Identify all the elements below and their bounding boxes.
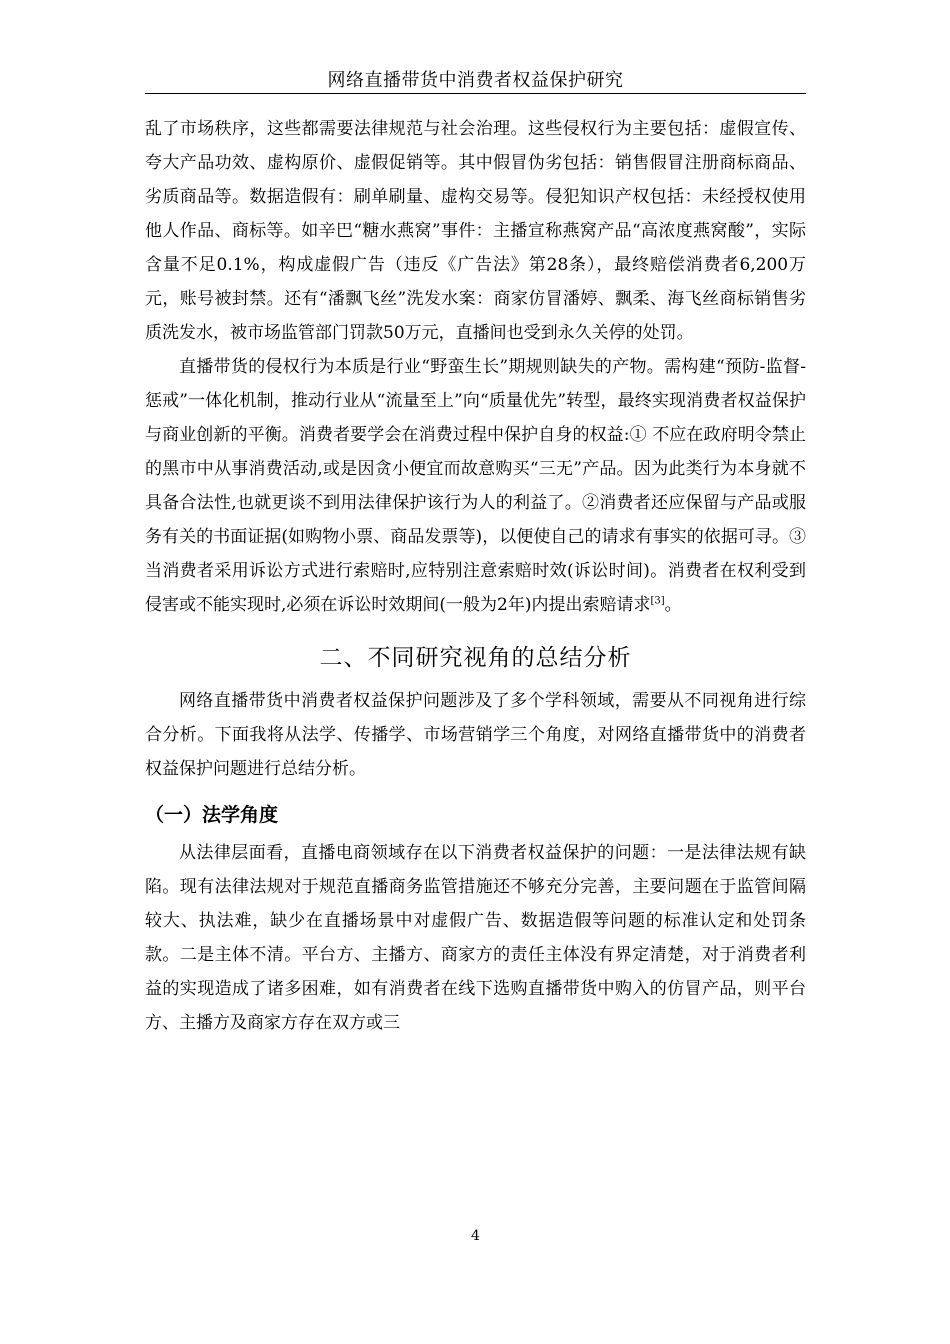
paragraph-text: 直播带货的侵权行为本质是行业“野蛮生长”期规则缺失的产物。需构建“预防-监督-惩戒”一体化机制，推动行业从“流量至上”向“质量优先”转型，最终实现消费者权益保护与商业创新的平衡。消费者要学会在消费过程中保护自身的权益:① 不应在政府明令禁止的黑市中从事消费活动,或是因贪小便宜而故意购买“三无”产品。因为此类行为本身就不具备合法性,也就更谈不到用法律保护该行为人的利益了。②消费者还应保留与产品或服务有关的书面证据(如购物小票、商品发票等)，以便使自己的请求有事实的依据可寻。③当消费者采用诉讼方式进行索赔时,应特别注意索赔时效(诉讼时间)。消费者在权利受到侵害或不能实现时,必须在诉讼时效期间(一般为2年)内提出索赔请求 [145,357,806,615]
paragraph-ending: 。 [664,595,682,615]
page-body [145,112,806,1040]
header-rule [145,93,806,94]
paragraph-consumer-protection [145,350,806,622]
subsection-paragraph: 从法律层面看，直播电商领域存在以下消费者权益保护的问题：一是法律法规有缺陷。现有法律法规对于规范直播商务监管措施还不够充分完善，主要问题在于监管间隔较大、执法难，缺少在直播场景中对虚假广告、数据造假等问题的标准认定和处罚条款。二是主体不清。平台方、主播方、商家方的责任主体没有界定清楚，对于消费者利益的实现造成了诸多困难，如有消费者在线下选购直播带货中购入的仿冒产品，则平台方、主播方及商家方存在双方或三 [145,843,806,1033]
section-intro-paragraph: 网络直播带货中消费者权益保护问题涉及了多个学科领域，需要从不同视角进行综合分析。下面我将从法学、传播学、市场营销学三个角度，对网络直播带货中的消费者权益保护问题进行总结分析。 [145,691,806,779]
running-header: 网络直播带货中消费者权益保护研究 [327,70,624,91]
citation-reference: [3] [650,595,665,607]
paragraph-continued: 乱了市场秩序，这些都需要法律规范与社会治理。这些侵权行为主要包括：虚假宣传、夸大产品功效、虚构原价、虚假促销等。其中假冒伪劣包括：销售假冒注册商标商品、劣质商品等。数据造假有：刷单刷量、虚构交易等。侵犯知识产权包括：未经授权使用他人作品、商标等。如辛巴“糖水燕窝”事件：主播宣称燕窝产品“高浓度燕窝酸”，实际含量不足0.1%，构成虚假广告（违反《广告法》第28条），最终赔偿消费者6,200万元，账号被封禁。还有“潘飘飞丝”洗发水案：商家仿冒潘婷、飘柔、海飞丝商标销售劣质洗发水，被市场监管部门罚款50万元，直播间也受到永久关停的处罚。 [145,119,806,343]
section-heading: 二、不同研究视角的总结分析 [319,645,632,671]
subsection-heading: （一）法学角度 [145,804,279,826]
page-number: 4 [471,1228,480,1244]
